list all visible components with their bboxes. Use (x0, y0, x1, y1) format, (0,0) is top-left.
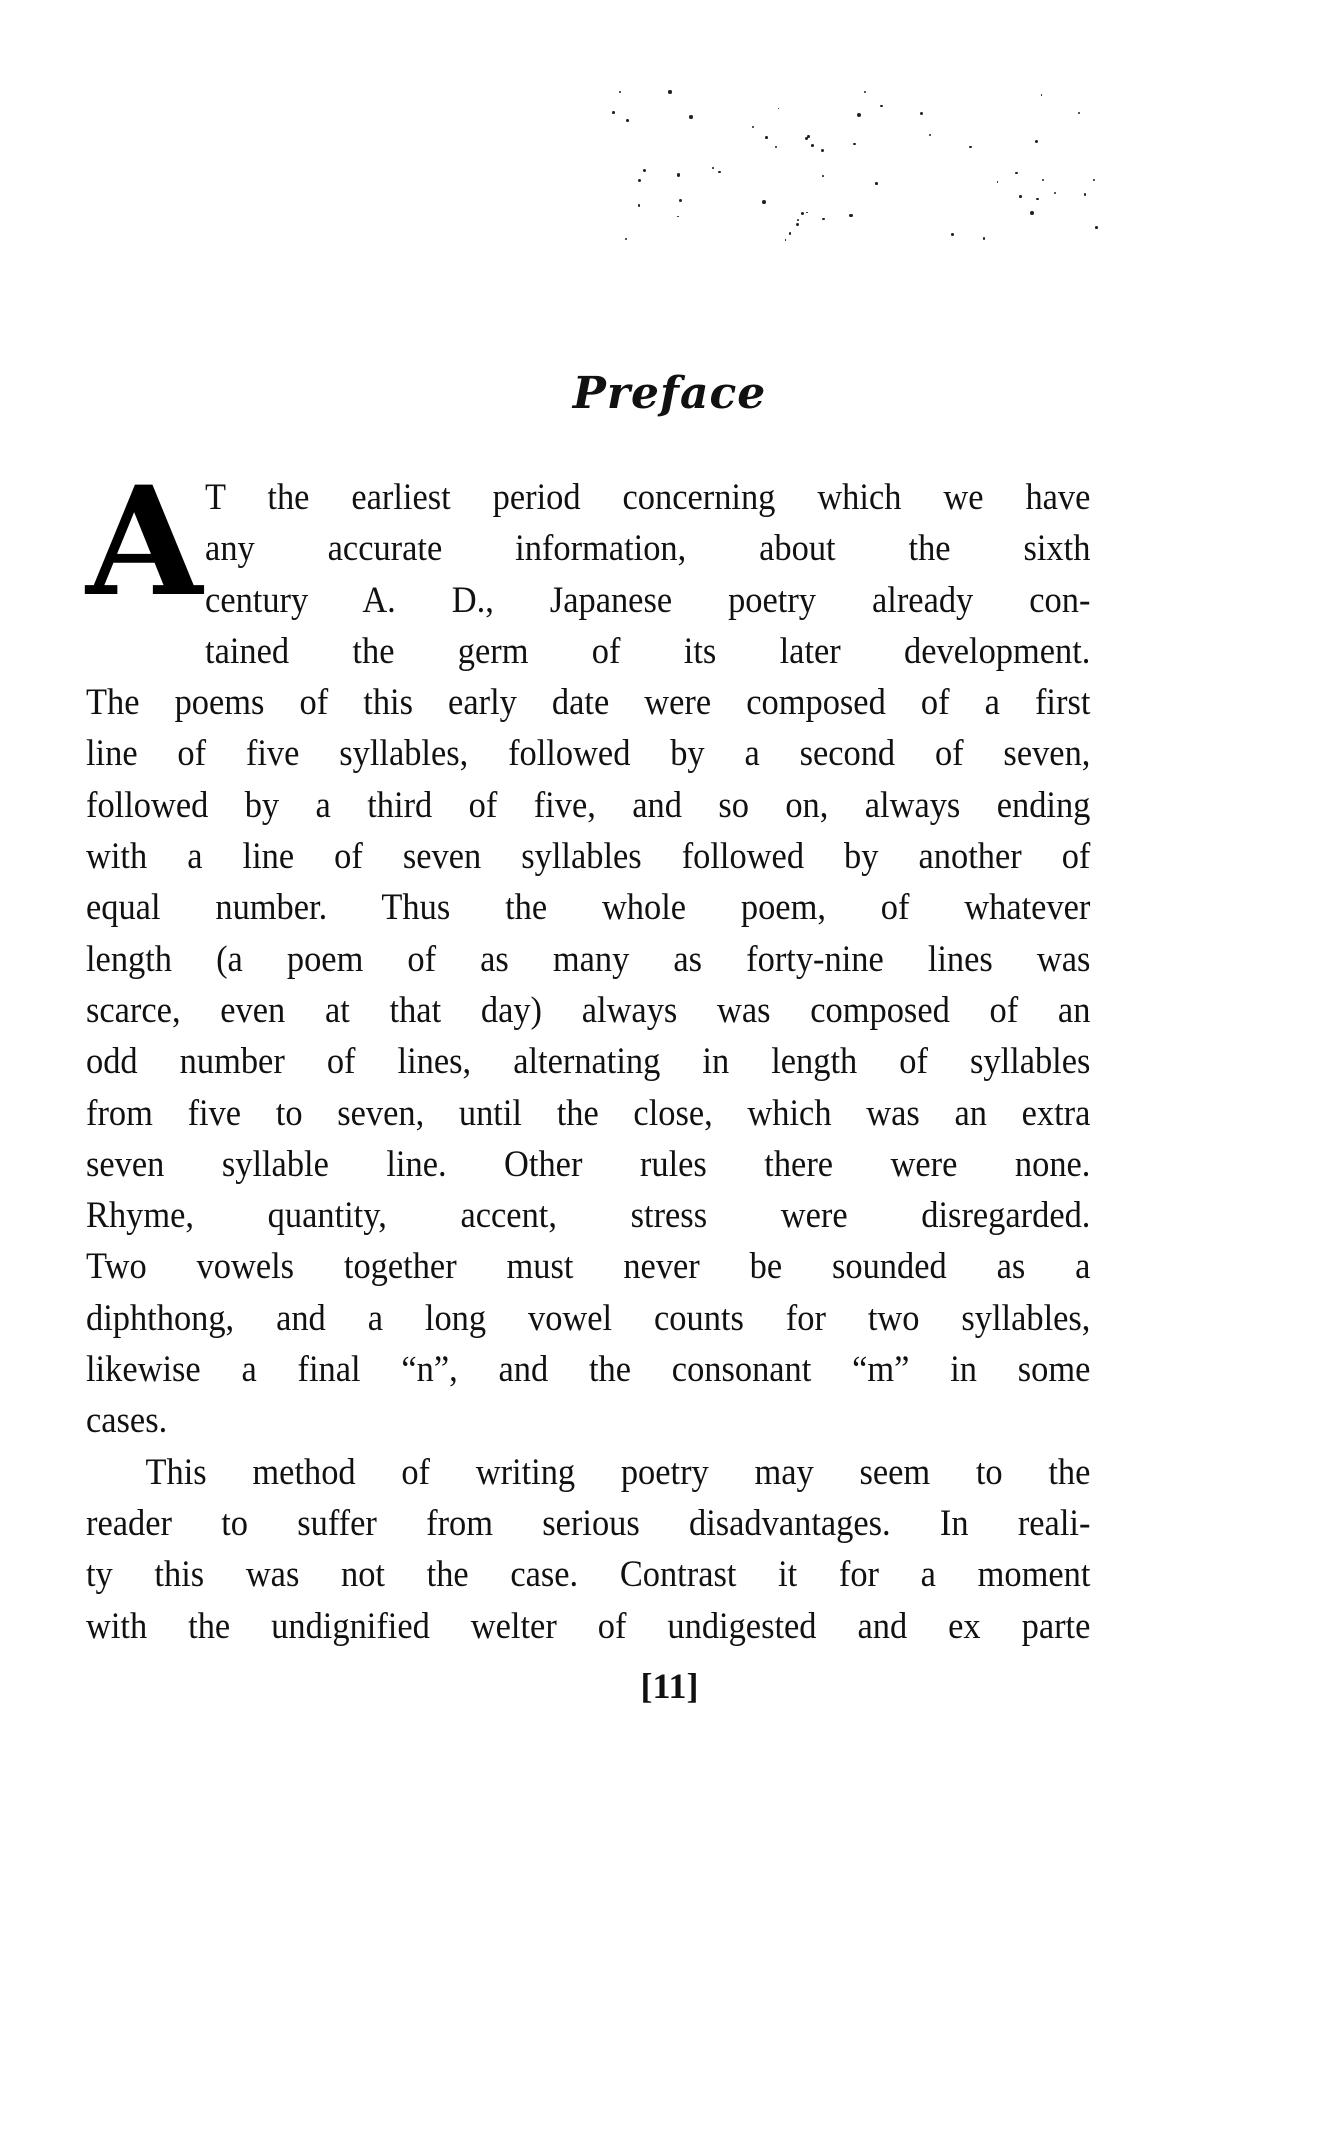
text-line: century A. D., Japanese poetry already con- (205, 579, 1091, 621)
speck (1093, 179, 1095, 181)
speck (718, 171, 720, 173)
speck (612, 111, 615, 114)
text-line: seven syllable line. Other rules there were none. (86, 1143, 1091, 1185)
speck (689, 115, 693, 119)
page-number: [11] (640, 1666, 699, 1706)
speck (806, 212, 808, 214)
speck (801, 212, 804, 215)
speck (807, 135, 810, 138)
page-title: Preface (572, 368, 767, 419)
speck (822, 175, 824, 177)
speck (762, 200, 766, 204)
print-specks-decoration (600, 90, 1100, 250)
speck (1095, 226, 1098, 229)
text-line: length (a poem of as many as forty-nine lines was (86, 938, 1091, 980)
speck (775, 146, 777, 148)
text-line: Rhyme, quantity, accent, stress were disregarded. (86, 1195, 1091, 1237)
speck (677, 216, 679, 218)
text-line: diphthong, and a long vowel counts for two syllables, (86, 1297, 1091, 1339)
speck (849, 214, 852, 217)
speck (1035, 140, 1038, 143)
text-line: scarce, even at that day) always was composed of an (86, 989, 1091, 1031)
text-line: The poems of this early date were composed of a first (86, 682, 1091, 724)
speck (1019, 195, 1022, 198)
speck (765, 136, 768, 139)
speck (969, 146, 972, 149)
text-line: tained the germ of its later development. (205, 630, 1091, 672)
drop-cap: A (86, 454, 203, 630)
text-line: reader to suffer from serious disadvantages. In reali- (86, 1502, 1091, 1544)
speck (1036, 198, 1039, 201)
speck (1054, 192, 1056, 194)
text-line: any accurate information, about the sixth (205, 528, 1091, 570)
text-line: from five to seven, until the close, which was an extra (86, 1092, 1091, 1134)
speck (1078, 112, 1080, 114)
text-line: Two vowels together must never be sounded as a (86, 1246, 1091, 1288)
body-text (86, 454, 1091, 1652)
speck (880, 105, 883, 108)
speck (619, 91, 621, 93)
speck (822, 218, 825, 221)
speck (1084, 193, 1087, 196)
speck (983, 237, 985, 239)
speck (677, 173, 680, 176)
speck (1042, 179, 1044, 181)
speck (864, 91, 866, 93)
speck (997, 181, 999, 183)
speck (857, 113, 861, 117)
speck (638, 179, 641, 182)
text-line: likewise a final “n”, and the consonant “m” in some (86, 1349, 1091, 1391)
text-line: line of five syllables, followed by a second of seven, (86, 733, 1091, 775)
speck (1015, 172, 1018, 175)
text-line: ty this was not the case. Contrast it for a moment (86, 1554, 1091, 1596)
speck (679, 199, 682, 202)
speck (626, 119, 629, 122)
speck (638, 204, 641, 207)
speck (811, 144, 814, 147)
text-line: with the undignified welter of undigested and ex parte (86, 1605, 1091, 1647)
speck (668, 90, 671, 93)
speck (785, 239, 787, 241)
speck (797, 219, 799, 221)
text-line: equal number. Thus the whole poem, of whatever (86, 887, 1091, 929)
speck (789, 232, 792, 235)
text-line: odd number of lines, alternating in length of syllables (86, 1041, 1091, 1083)
speck (1041, 94, 1043, 96)
speck (752, 126, 754, 128)
speck (929, 134, 931, 136)
speck (1030, 211, 1034, 215)
speck (796, 223, 799, 226)
text-line: with a line of seven syllables followed by another of (86, 836, 1091, 878)
speck (853, 143, 856, 146)
text-line: This method of writing poetry may seem to the (145, 1451, 1091, 1493)
text-line: followed by a third of five, and so on, always ending (86, 784, 1091, 826)
speck (625, 238, 627, 240)
speck (821, 149, 824, 152)
text-line: T the earliest period concerning which we have (205, 477, 1091, 518)
speck (643, 169, 646, 172)
text-line: cases. (86, 1400, 168, 1442)
speck (778, 108, 780, 110)
speck (951, 233, 954, 236)
speck (712, 167, 714, 169)
speck (875, 182, 878, 185)
speck (920, 112, 923, 115)
